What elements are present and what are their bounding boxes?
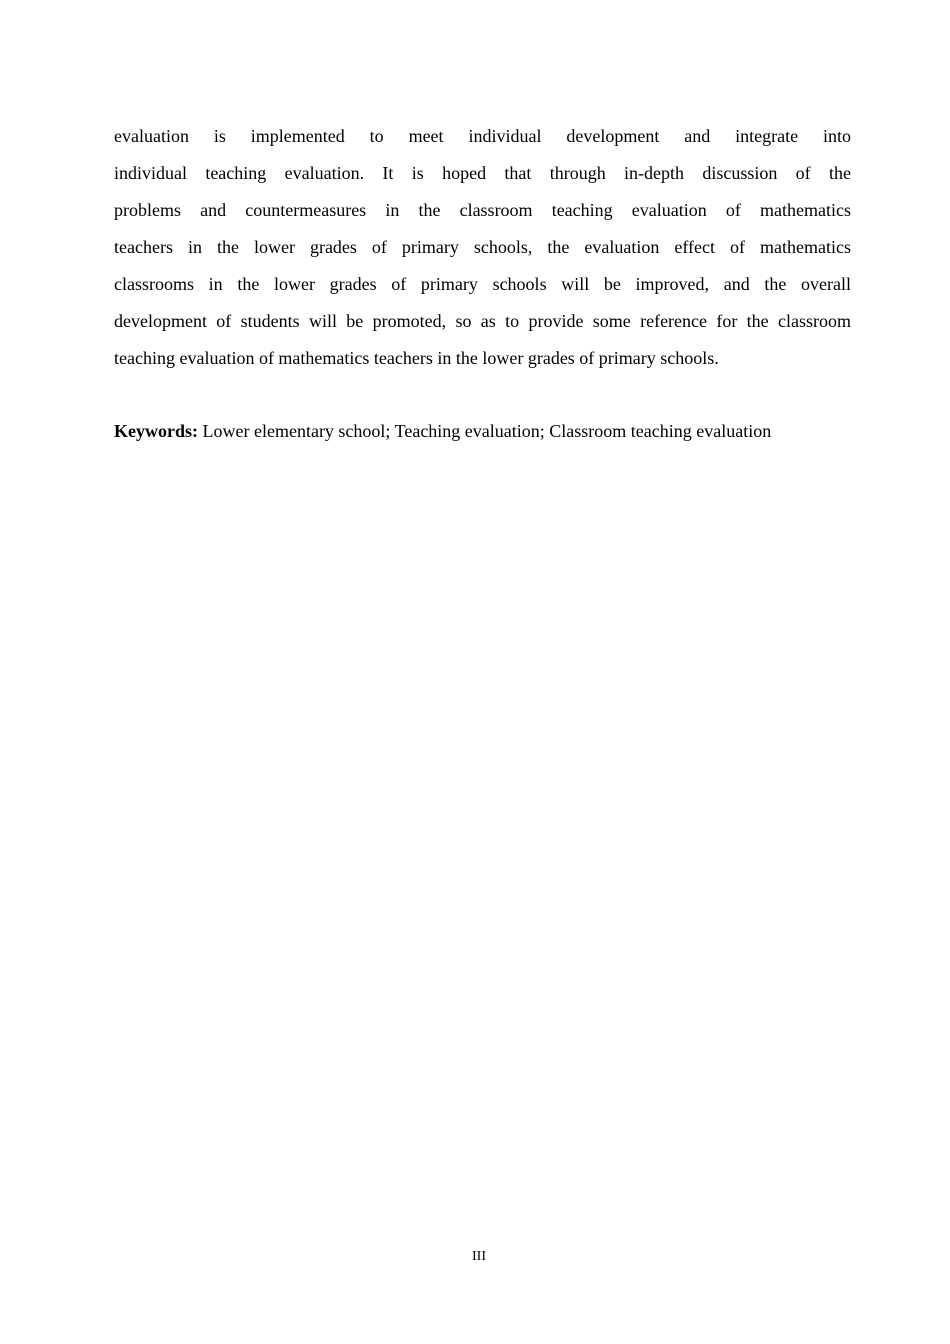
abstract-line: evaluation is implemented to meet individual development and integrate into bbox=[114, 126, 851, 146]
abstract-line: development of students will be promoted, so as to provide some reference for the classroom bbox=[114, 311, 851, 331]
abstract-line: problems and countermeasures in the classroom teaching evaluation of mathematics bbox=[114, 200, 851, 220]
abstract-paragraph bbox=[114, 118, 851, 377]
keywords-label: Keywords: bbox=[114, 421, 198, 441]
keywords-text: Lower elementary school; Teaching evaluation; Classroom teaching evaluation bbox=[198, 421, 772, 441]
abstract-line: individual teaching evaluation. It is hoped that through in-depth discussion of the bbox=[114, 163, 851, 183]
abstract-line: teachers in the lower grades of primary schools, the evaluation effect of mathematics bbox=[114, 237, 851, 257]
page-number: III bbox=[472, 1249, 486, 1264]
abstract-line: teaching evaluation of mathematics teachers in the lower grades of primary schools. bbox=[114, 348, 719, 368]
keywords-line bbox=[114, 413, 851, 450]
abstract-line: classrooms in the lower grades of primary schools will be improved, and the overall bbox=[114, 274, 851, 294]
